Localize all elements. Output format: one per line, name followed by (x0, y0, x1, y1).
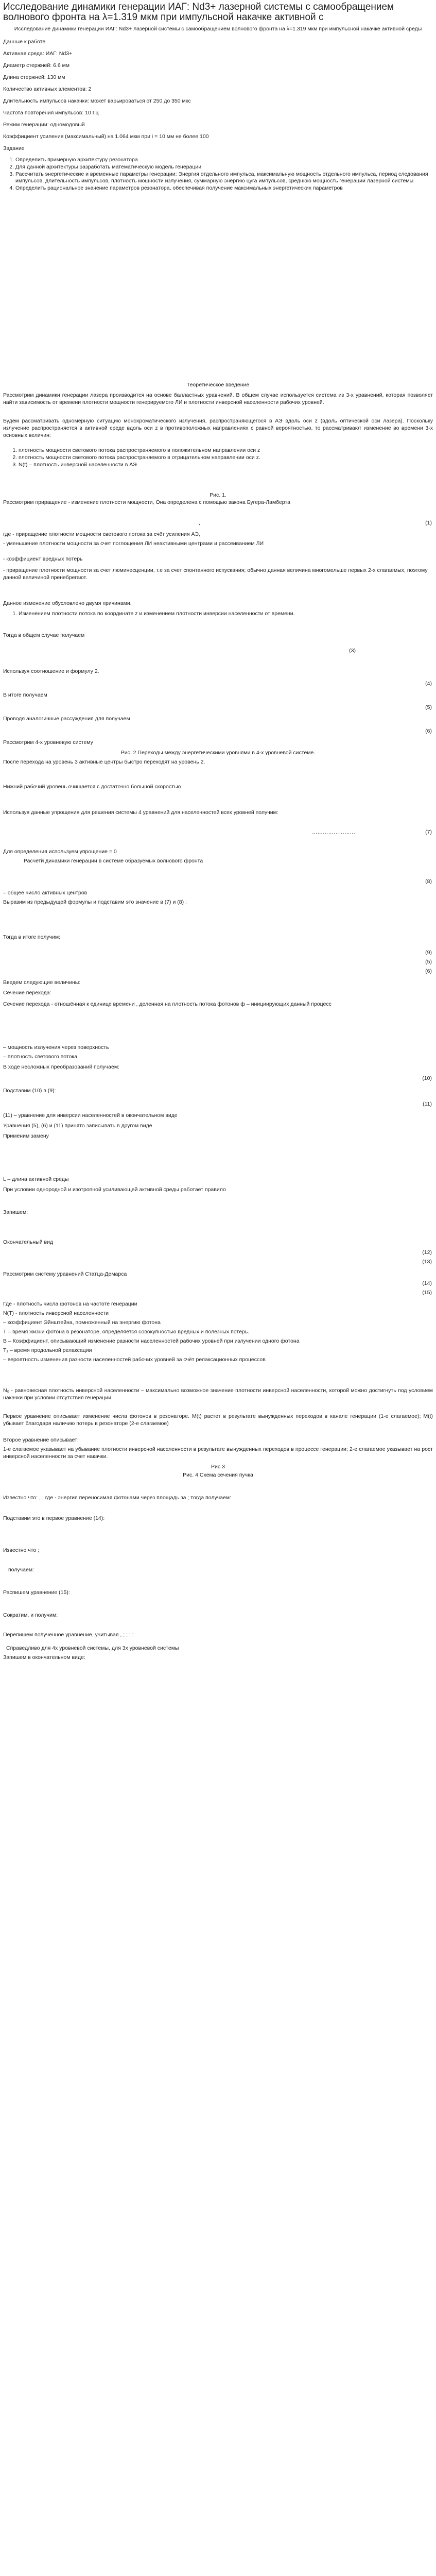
reasons-list (3, 610, 433, 617)
glossary-item: – вероятность изменения разности населенностей рабочих уровней за счёт релаксационных процессов (3, 1357, 266, 1363)
document-subtitle: Исследование динамики генерации ИАГ: Nd3+ лазерной системы с самообращением волнового фронта на λ=1.319 мкм при импульсной накачке активной среды (14, 26, 422, 32)
glossary-item: N(T) - плотность инверсной населенности (3, 1310, 109, 1316)
param-line: Количество активных элементов: 2 (3, 86, 92, 92)
paragraph: где - приращение плотности мощности светового потока за счёт усиления АЭ, (3, 531, 200, 537)
equation-row (3, 1100, 433, 1108)
figure-caption: Рис 3 (211, 1464, 225, 1470)
paragraph: Рассмотрим 4-х уровневую систему (3, 739, 93, 745)
param-line: Коэффициент усиления (максимальный) на 1.064 мкм при i = 10 мм не более 100 (3, 133, 209, 140)
equation-number: (7) (425, 829, 432, 835)
equation-lead: …………………… (312, 829, 355, 835)
paragraph: Сократим, и получим: (3, 1612, 58, 1618)
paragraph: Подставим это в первое уравнение (14): (3, 1515, 105, 1521)
figure-caption: Рис. 4 Схема сечения пучка (183, 1472, 253, 1478)
quantity-list (3, 447, 433, 468)
equation-number: (6) (425, 728, 432, 734)
task-item: 2. Для данной архитектуры разработать математическую модель генерации (15, 164, 433, 171)
paragraph: Проводя аналогичные рассуждения для получаем (3, 716, 130, 722)
paragraph: L – длина активной среды (3, 1176, 69, 1182)
paragraph: Сечение перехода - отношённая к единице времени , деленная на плотность потока фотонов ф – инициирующих данный процесс (3, 1001, 332, 1007)
equation-row (3, 949, 433, 956)
paragraph: - коэффициент вредных потерь (3, 556, 83, 562)
paragraph: Подставим (10) в (9): (3, 1088, 56, 1094)
quantity-item: 1. плотность мощности светового потока распространяемого в положительном направлении оси z (19, 447, 433, 454)
paragraph: Рассмотрим систему уравнений Статца-Демарса (3, 1271, 127, 1277)
paragraph: Нижний рабочий уровень очищается с достаточно большой скоростью (3, 784, 181, 790)
param-line: Данные к работе (3, 39, 46, 45)
param-line: Активная среда: ИАГ: Nd3+ (3, 50, 73, 57)
equation-number: (6) (425, 968, 432, 974)
param-line: Диаметр стержней: 6.6 мм (3, 62, 70, 69)
task-item: 3. Рассчитать энергетические и временные параметры генерации: Энергия отдельного импульса, максимальную мощность отдельного импульса, период следования импульсов, длительность импульсов, плотность мощности излучения, суммарную энергию цуга импульсов, среднюю мощность генерации лазерной системы (15, 171, 433, 184)
theory-paragraph: Будем рассматривать одномерную ситуацию монохроматического излучения, распространяющегося в АЭ вдоль оси z (вдоль оптической оси лазера). Поскольку излучение распространяется в активной среде вдоль оси z в противоположных направлениях с равной вероятностью, то рассматривают изменение во времени 3-х основных величин: (3, 418, 433, 438)
paragraph: Запишем в окончательном виде: (3, 1654, 85, 1660)
paragraph: Рассмотрим приращение - изменение плотности мощности, Она определена с помощью закона Бугера-Ламберта (3, 499, 290, 505)
theory-paragraph: Рассмотрим динамики генерации лазера производится на основе балластных уравнений. В общем случае используется система из 3-х уравнений, которая позволяет найти зависимость от времени плотности мощности генерируемого ЛИ и плотности инверсной населенности рабочих уровней. (3, 392, 433, 405)
reason-item: 1. Изменением плотности потока по координате z и изменением плотности инверсии населенности от времени. (19, 610, 433, 617)
paragraph: Сечение перехода: (3, 990, 51, 996)
paragraph: (11) – уравнение для инверсии населенностей в окончательном виде (3, 1112, 178, 1118)
equation-row (3, 647, 433, 654)
paragraph: Для определения используем упрощение = 0 (3, 849, 117, 855)
equation-row (3, 968, 433, 975)
equation-row (3, 1258, 433, 1265)
paragraph: Известно что: , ; где - энергия переносимая фотонами через площадь за ; тогда получаем: (3, 1495, 231, 1501)
paragraph: После перехода на уровень 3 активные центры быстро переходят на уровень 2. (3, 759, 205, 765)
equation-number: (4) (425, 681, 432, 687)
equation-row (3, 680, 433, 687)
equation-row (3, 828, 433, 836)
equation-number: (5) (425, 704, 432, 710)
task-list (3, 157, 433, 192)
paragraph: В итоге получаем (3, 692, 47, 698)
equation-row (3, 1289, 433, 1296)
paragraph: Расчетй динамики генерации в системе образуемых волнового фронта (24, 858, 203, 864)
paragraph: получаем: (8, 1567, 34, 1573)
paragraph: Справедливо для 4х уровневой системы, для 3х уровневой системы (6, 1645, 179, 1651)
paragraph: – мощность излучения через поверхность (3, 1044, 109, 1050)
equation-row (3, 958, 433, 965)
glossary-item: Где - плотность числа фотонов на частоте генерации (3, 1301, 137, 1307)
paragraph: В ходе несложных преобразований получаем: (3, 1064, 119, 1070)
paragraph: Используя данные упрощения для решения системы 4 уравнений для населенностей всех уровней получим: (3, 809, 278, 816)
param-line: Частота повторения импульсов: 10 Гц (3, 110, 99, 116)
paragraph: – плотность светового потока (3, 1054, 78, 1060)
paragraph: Тогда в итоге получим: (3, 934, 61, 940)
equation-number: (11) (423, 1101, 432, 1107)
equation-number: (15) (422, 1290, 432, 1296)
equation-row (3, 519, 433, 527)
equation-number: (12) (422, 1249, 432, 1256)
quantity-item: 2. плотность мощности светового потока распространяемого в отрицательном направлении оси z. (19, 454, 433, 461)
document-title: Исследование динамики генерации ИАГ: Nd3+ лазерной системы с самообращением волнового фронта на λ=1.319 мкм при импульсной накачке активной с (3, 2, 394, 23)
param-line: Задание (3, 145, 25, 151)
params-section (3, 38, 433, 152)
equation-row (3, 704, 433, 711)
equation-number: (9) (425, 950, 432, 956)
equation-number: (10) (422, 1075, 432, 1081)
paragraph: Перепишем полученное уравнение, учитывая , ; ; ; : (3, 1632, 134, 1638)
equation-row (3, 727, 433, 735)
glossary-item: В – Коэффициент, описывающий изменение разности населенностей рабочих уровней при излучении одного фотона (3, 1338, 300, 1344)
task-item: 1. Определить примерную архитектуру резонатора (15, 157, 433, 163)
paragraph: Данное изменение обусловлено двумя причинами. (3, 600, 132, 606)
equation-number: (1) (425, 520, 432, 526)
equation-number: (13) (422, 1259, 432, 1265)
paragraph: - приращение плотности мощности за счет люминесценции, т.е за счет спонтанного испускания; обычно данная величина многомельше первых 2-х слагаемых, поэтому данной величиной пренебрегают. (3, 567, 428, 581)
quantity-item: 3. N(t) – плотность инверсной населенности в АЭ. (19, 461, 433, 468)
param-line: Длительность импульсов накачки: может варьироваться от 250 до 350 мкс (3, 98, 191, 104)
paragraph: Введем следующие величины: (3, 979, 81, 986)
paragraph: Известно что ; (3, 1547, 40, 1553)
paragraph: Запишем: (3, 1209, 28, 1215)
task-item: 4. Определить рациональное значение параметров резонатора, обеспечивая получение максимальных энергетических параметров (15, 185, 433, 192)
paragraph: Окончательный вид (3, 1239, 54, 1245)
equation-number: (5) (425, 959, 432, 965)
figure-caption: Рис. 2 Переходы между энергетическими уровнями в 4-х уровневой системе. (120, 750, 316, 756)
paragraph: N₀ - равновесная плотность инверсной населенности – максимально возможное значение плотности инверсной населенности, которой можно достигнуть под условием накачки при условии отсутствия генерации. (3, 1387, 433, 1401)
paragraph: При условии однородной и изотропной усиливающей активной среды работает правило (3, 1187, 226, 1193)
paragraph: Выразим из предыдущей формулы и подставим это значение в (7) и (8) : (3, 899, 187, 905)
paragraph: - уменьшение плотности мощности за счет поглощения ЛИ неактивными центрами и рассеиванием ЛИ (3, 540, 264, 547)
paragraph: Распишем уравнение (15): (3, 1589, 70, 1596)
paragraph: Уравнения (5), (6) и (11) принято записывать в другом виде (3, 1123, 152, 1129)
paragraph: Тогда в общем случае получаем (3, 632, 85, 638)
paragraph: Второе уравнение описывает: (3, 1437, 79, 1443)
glossary-item: – коэффициент Эйнштейна, помноженный на энергию фотона (3, 1319, 161, 1326)
paragraph: Используя соотношение и формулу 2. (3, 668, 99, 674)
param-line: Режим генерации: одномодовый (3, 122, 85, 128)
equation-lead: , (199, 520, 200, 526)
equation-row (3, 1280, 433, 1287)
glossary-item: T₁ – время продольной релаксации (3, 1347, 92, 1353)
paragraph: 1-е слагаемое указывает на убывание плотности инверсной населенности в результате вынужденных переходов в процессе генерации; 2-е слагаемое указывает на рост инверсной населенности за счет накачки. (3, 1446, 433, 1460)
glossary-list (3, 1300, 433, 1365)
paragraph: Применим замену (3, 1133, 49, 1139)
figure-caption: Рис. 1. (210, 492, 226, 498)
equation-number: (14) (422, 1280, 432, 1286)
paragraph: – общее число активных центров (3, 890, 88, 896)
equation-row (3, 1249, 433, 1256)
equation-number: (8) (425, 878, 432, 885)
equation-row (3, 1075, 433, 1082)
paragraph: Первое уравнение описывает изменение числа фотонов в резонаторе. M(t) растет в результате вынужденных переходов в канале генерации (1-е слагаемое); M(t) убывает благодаря наличию потерь в резонаторе (2-е слагаемое) (3, 1413, 433, 1427)
theory-heading: Теоретическое введение (186, 382, 250, 388)
glossary-item: Т – время жизни фотона в резонаторе, определяется совокупностью вредных и полезных потерь. (3, 1329, 250, 1335)
param-line: Длина стержней: 130 мм (3, 74, 65, 80)
equation-number: (3) (349, 648, 356, 654)
equation-row (3, 878, 433, 885)
